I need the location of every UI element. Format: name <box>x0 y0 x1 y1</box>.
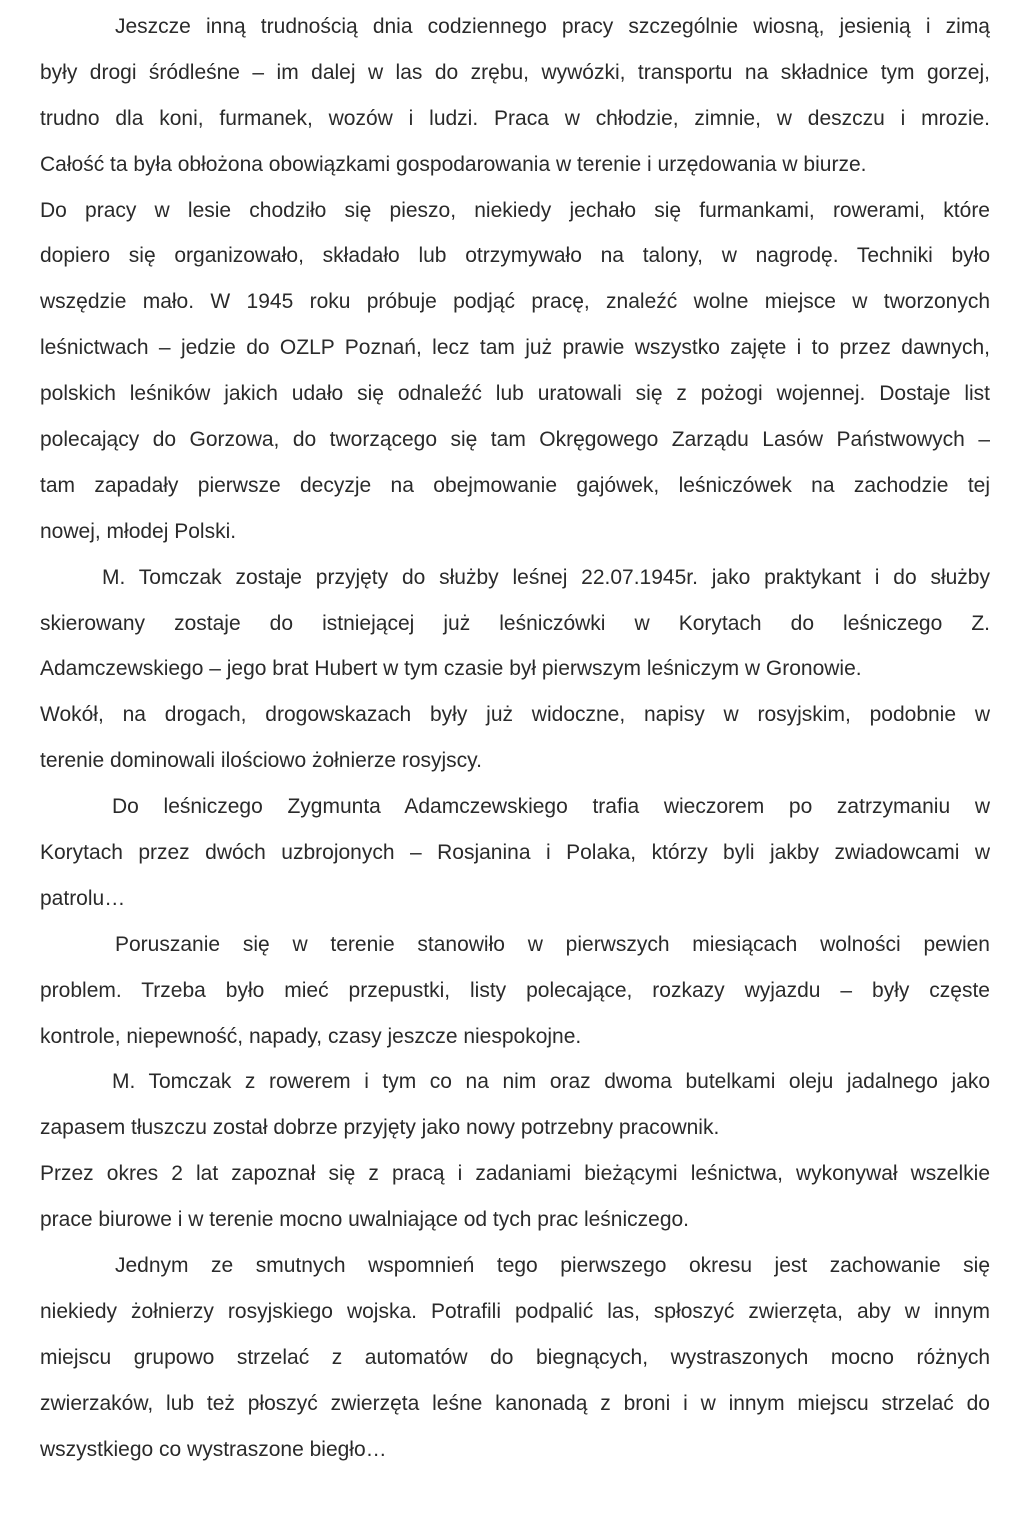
text-line: prace biurowe i w terenie mocno uwalniające od tych prac leśniczego. <box>40 1208 690 1232</box>
text-line: tam zapadały pierwsze decyzje na obejmowanie gajówek, leśniczówek na zachodzie tej <box>40 473 990 497</box>
text-line: M. Tomczak z rowerem i tym co na nim oraz dwoma butelkami oleju jadalnego jako <box>112 1070 990 1094</box>
text-line: Korytach przez dwóch uzbrojonych – Rosjanina i Polaka, którzy byli jakby zwiadowcami w <box>40 841 990 865</box>
document-body <box>40 4 990 1473</box>
text-line: dopiero się organizowało, składało lub otrzymywało na talony, w nagrodę. Techniki było <box>40 244 990 268</box>
text-line: kontrole, niepewność, napady, czasy jeszcze niespokojne. <box>40 1024 582 1048</box>
text-line: Całość ta była obłożona obowiązkami gospodarowania w terenie i urzędowania w biurze. <box>40 152 867 176</box>
text-line: skierowany zostaje do istniejącej już leśniczówki w Korytach do leśniczego Z. <box>40 611 990 635</box>
text-line: patrolu… <box>40 886 126 910</box>
text-line: Adamczewskiego – jego brat Hubert w tym czasie był pierwszym leśniczym w Gronowie. <box>40 657 862 681</box>
text-line: polecający do Gorzowa, do tworzącego się tam Okręgowego Zarządu Lasów Państwowych – <box>40 428 990 452</box>
text-line: Jednym ze smutnych wspomnień tego pierwszego okresu jest zachowanie się <box>115 1254 990 1278</box>
text-line: Wokół, na drogach, drogowskazach były już widoczne, napisy w rosyjskim, podobnie w <box>40 703 990 727</box>
text-line: leśnictwach – jedzie do OZLP Poznań, lecz tam już prawie wszystko zajęte i to przez dawnych, <box>40 336 990 360</box>
text-line: wszędzie mało. W 1945 roku próbuje podjąć pracę, znaleźć wolne miejsce w tworzonych <box>40 290 990 314</box>
text-line: zapasem tłuszczu został dobrze przyjęty jako nowy potrzebny pracownik. <box>40 1116 720 1140</box>
text-line: polskich leśników jakich udało się odnaleźć lub uratowali się z pożogi wojennej. Dostaje list <box>40 382 990 406</box>
text-line: Poruszanie się w terenie stanowiło w pierwszych miesiącach wolności pewien <box>115 932 990 956</box>
text-line: Do leśniczego Zygmunta Adamczewskiego trafia wieczorem po zatrzymaniu w <box>112 795 990 819</box>
text-line: zwierzaków, lub też płoszyć zwierzęta leśne kanonadą z broni i w innym miejscu strzelać do <box>40 1391 990 1415</box>
text-line: terenie dominowali ilościowo żołnierze rosyjscy. <box>40 749 482 773</box>
text-line: wszystkiego co wystraszone biegło… <box>40 1437 387 1461</box>
text-line: miejscu grupowo strzelać z automatów do biegnących, wystraszonych mocno różnych <box>40 1345 990 1369</box>
text-line: niekiedy żołnierzy rosyjskiego wojska. Potrafili podpalić las, spłoszyć zwierzęta, aby w innym <box>40 1299 990 1323</box>
text-line: Do pracy w lesie chodziło się pieszo, niekiedy jechało się furmankami, rowerami, które <box>40 198 990 222</box>
text-line: trudno dla koni, furmanek, wozów i ludzi. Praca w chłodzie, zimnie, w deszczu i mrozie. <box>40 106 990 130</box>
text-line: problem. Trzeba było mieć przepustki, listy polecające, rozkazy wyjazdu – były częste <box>40 978 990 1002</box>
text-line: nowej, młodej Polski. <box>40 519 237 543</box>
text-line: Jeszcze inną trudnością dnia codziennego pracy szczególnie wiosną, jesienią i zimą <box>115 15 990 38</box>
text-line: M. Tomczak zostaje przyjęty do służby leśnej 22.07.1945r. jako praktykant i do służby <box>102 565 990 589</box>
text-line: były drogi śródleśne – im dalej w las do zrębu, wywózki, transportu na składnice tym gorzej, <box>40 60 990 84</box>
text-line: Przez okres 2 lat zapoznał się z pracą i zadaniami bieżącymi leśnictwa, wykonywał wszelkie <box>40 1162 990 1186</box>
